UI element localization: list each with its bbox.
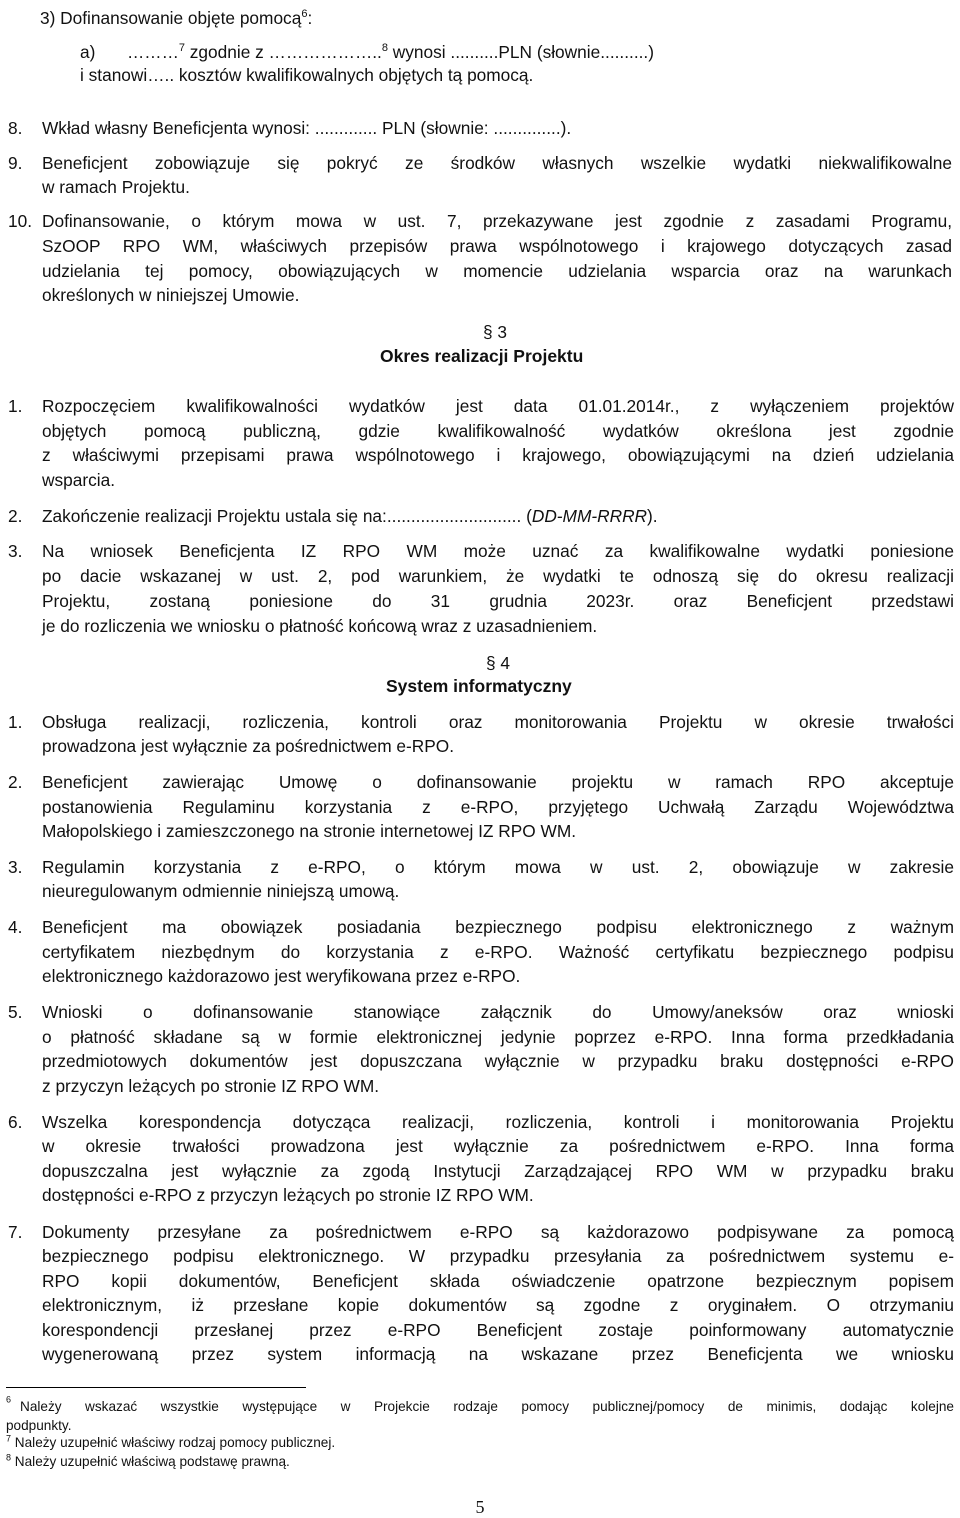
item-line: dopuszczalna jest wyłącznie za zgodą Instytucji Zarządzającej RPO WM w przypadku braku xyxy=(42,1161,954,1181)
item-line: Regulamin korzystania z e-RPO, o którym mowa w ust. 2, obowiązuje w zakresie xyxy=(42,857,954,877)
item-line: Na wniosek Beneficjenta IZ RPO WM może uznać za kwalifikowalne wydatki poniesione xyxy=(42,541,954,561)
item-number: 2. xyxy=(8,506,23,526)
item-number: 6. xyxy=(8,1112,23,1132)
item-line: Zakończenie realizacji Projektu ustala się na:............................ (DD-MM-RRRR). xyxy=(42,506,658,526)
item3-a-text-line2: i stanowi….. kosztów kwalifikowalnych objętych tą pomocą. xyxy=(80,65,534,85)
footnote: $^8$ Należy uzupełnić właściwą podstawę prawną. xyxy=(6,1452,290,1469)
footnote-number: 6 xyxy=(6,1394,12,1405)
section-paragraph-mark: § 3 xyxy=(483,322,508,342)
item-line: Rozpoczęciem kwalifikowalności wydatków jest data 01.01.2014r., z wyłączeniem projektów xyxy=(42,396,954,416)
item-line: Dokumenty przesyłane za pośrednictwem e-RPO są każdorazowo podpisywane za pomocą xyxy=(42,1222,954,1242)
item-line: dostępności e-RPO z przyczyn leżących po stronie IZ RPO WM. xyxy=(42,1185,534,1205)
page-number: 5 xyxy=(475,1497,485,1517)
item-line: objętych pomocą publiczną, gdzie kwalifikowalność wydatków określona jest zgodnie xyxy=(42,421,954,441)
item-line: Beneficjent zobowiązuje się pokryć ze środków własnych wszelkie wydatki niekwalifikowalne xyxy=(42,153,952,173)
item-number: 3. xyxy=(8,857,23,877)
item-number: 7. xyxy=(8,1222,23,1242)
item-line: Dofinansowanie, o którym mowa w ust. 7, przekazywane jest zgodnie z zasadami Programu, xyxy=(42,211,952,231)
item-line: w ramach Projektu. xyxy=(42,177,190,197)
item-line: wsparcia. xyxy=(42,470,115,490)
item-line: certyfikatem niezbędnym do korzystania z e-RPO. Ważność certyfikatu bezpiecznego podpisu xyxy=(42,942,954,962)
item-line: przedmiotowych dokumentów jest dopuszczana wyłącznie w przypadku braku dostępności e-RPO xyxy=(42,1051,954,1071)
item-line: Obsługa realizacji, rozliczenia, kontroli oraz monitorowania Projektu w okresie trwałości xyxy=(42,712,954,732)
item-line: Beneficjent zawierając Umowę o dofinansowanie projektu w ramach RPO akceptuje xyxy=(42,772,954,792)
item-number: 10. xyxy=(8,211,33,231)
item-number: 2. xyxy=(8,772,23,792)
item-line: o płatność składane są w formie elektronicznej jedynie poprzez e-RPO. Inna forma przedkładania xyxy=(42,1027,954,1047)
item3-heading: 3) Dofinansowanie objęte pomocą$^6$: xyxy=(40,8,313,28)
item3-a-label: a) xyxy=(80,42,96,62)
item-line: prowadzona jest wyłącznie za pośrednictwem e-RPO. xyxy=(42,736,455,756)
item-line: z właściwymi przepisami prawa wspólnotowego i krajowego, obowiązującymi na dzień udzielania xyxy=(42,445,954,465)
item-line: Wszelka korespondencja dotycząca realizacji, rozliczenia, kontroli i monitorowania Projektu xyxy=(42,1112,954,1132)
footnote-separator xyxy=(6,1387,306,1388)
item-line: Projektu, zostaną poniesione do 31 grudnia 2023r. oraz Beneficjent przedstawi xyxy=(42,591,954,611)
item-line: po dacie wskazanej w ust. 2, pod warunkiem, że wydatki te odnoszą się do okresu realizacji xyxy=(42,566,954,586)
item-number: 8. xyxy=(8,118,23,138)
item-line: Wkład własny Beneficjenta wynosi: ............. PLN (słownie: ..............). xyxy=(42,118,572,138)
item-line: Beneficjent ma obowiązek posiadania bezpiecznego podpisu elektronicznego z ważnym xyxy=(42,917,954,937)
item-line: wygenerowaną przez system informacją na wskazane przez Beneficjenta we wniosku xyxy=(42,1344,954,1364)
item-number: 1. xyxy=(8,712,23,732)
footnote: $^7$ Należy uzupełnić właściwy rodzaj pomocy publicznej. xyxy=(6,1433,336,1450)
item-line: z przyczyn leżących po stronie IZ RPO WM. xyxy=(42,1076,380,1096)
item-number: 1. xyxy=(8,396,23,416)
item-line: korespondencji przesłanej przez e-RPO Beneficjent zostaje poinformowany automatycznie xyxy=(42,1320,954,1340)
item-line: elektronicznego każdorazowo jest weryfikowana przez e-RPO. xyxy=(42,966,521,986)
section-title: System informatyczny xyxy=(386,676,572,696)
item-line: bezpiecznego podpisu elektronicznego. W przypadku przesyłania za pośrednictwem systemu e- xyxy=(42,1246,954,1266)
item-line: je do rozliczenia we wniosku o płatność końcową wraz z uzasadnieniem. xyxy=(42,616,598,636)
item-line: Małopolskiego i zamieszczonego na stronie internetowej IZ RPO WM. xyxy=(42,821,577,841)
footnote-text: podpunkty. xyxy=(6,1418,72,1433)
item-number: 3. xyxy=(8,541,23,561)
item-number: 4. xyxy=(8,917,23,937)
section-title: Okres realizacji Projektu xyxy=(380,346,584,366)
item3-a-text: ………$^7$ zgodnie z ………………..$^8$ wynosi ..........PLN (słownie..........) xyxy=(127,42,654,62)
footnote-text: Należy wskazać wszystkie występujące w Projekcie rodzaje pomocy publicznej/pomocy de minimis, dodając kolejne xyxy=(20,1399,954,1414)
item-number: 5. xyxy=(8,1002,23,1022)
item-line: RPO kopii dokumentów, Beneficjent składa oświadczenie opatrzone bezpiecznym popisem xyxy=(42,1271,954,1291)
item-line: udzielania tej pomocy, obowiązujących w momencie udzielania wsparcia oraz na warunkach xyxy=(42,261,952,281)
item-line: określonych w niniejszej Umowie. xyxy=(42,285,300,305)
item-line: elektronicznym, iż przesłane kopie dokumentów są zgodne z oryginałem. O otrzymaniu xyxy=(42,1295,954,1315)
item-line: SzOOP RPO WM, właściwych przepisów prawa wspólnotowego i krajowego dotyczących zasad xyxy=(42,236,952,256)
item-line: w okresie trwałości prowadzona jest wyłącznie za pośrednictwem e-RPO. Inna forma xyxy=(42,1136,954,1156)
item-line: nieuregulowanym odmiennie niniejszą umową. xyxy=(42,881,400,901)
item-line: postanowienia Regulaminu korzystania z e-RPO, przyjętego Uchwałą Zarządu Województwa xyxy=(42,797,954,817)
item-line: Wnioski o dofinansowanie stanowiące załącznik do Umowy/aneksów oraz wnioski xyxy=(42,1002,954,1022)
item-number: 9. xyxy=(8,153,23,173)
section-paragraph-mark: § 4 xyxy=(486,653,511,673)
